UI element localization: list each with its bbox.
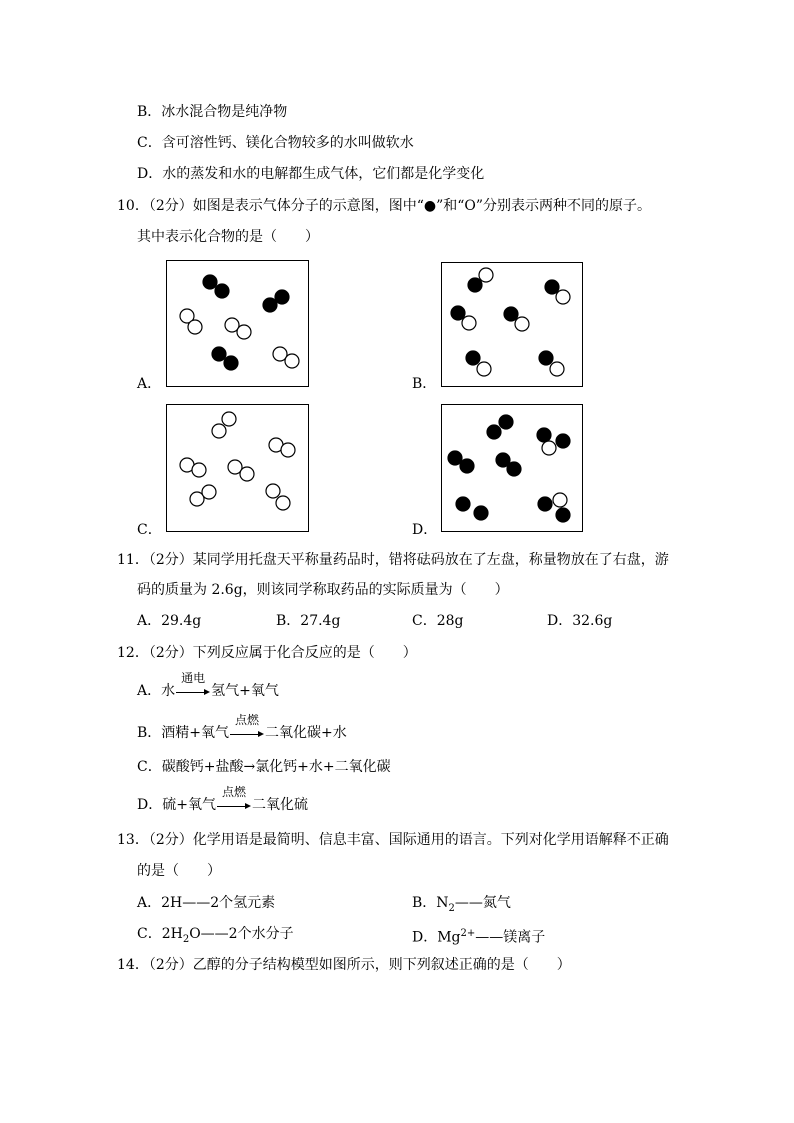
diagram-b (441, 262, 583, 387)
q12-d-products: 二氧化硫 (251, 797, 308, 813)
q12-b-condition: 点燃 (235, 713, 260, 727)
q10-stem-line1: 10．（2分）如图是表示气体分子的示意图，图中“●”和“O”分别表示两种不同的原子。 (117, 198, 652, 214)
diagram-c-molecules (167, 405, 310, 533)
reaction-arrow (176, 671, 210, 698)
q13-option-c: C．$2H_2O——2$个水分子 (137, 926, 294, 945)
q12-a-reactants: A．水 (137, 683, 176, 699)
q9-option-b: B．冰水混合物是纯净物 (137, 104, 288, 120)
q13-option-b: B．$N_2——$氮气 (412, 895, 511, 914)
q12-stem: 12．（2分）下列反应属于化合反应的是（ ） (117, 645, 417, 661)
q12-b-reactants: B．酒精+氧气 (137, 725, 230, 741)
reaction-arrow (217, 785, 251, 812)
q12-d-reactants: D．硫+氧气 (137, 797, 216, 813)
q12-a-condition: 通电 (181, 671, 206, 685)
diagram-d-molecules (442, 405, 584, 533)
q10-label-a: A． (137, 376, 162, 392)
q12-option-c (137, 757, 391, 777)
diagram-b-molecules (442, 263, 584, 388)
diagram-a (166, 260, 309, 387)
q14-stem: 14．（2分）乙醇的分子结构模型如图所示，则下列叙述正确的是（ ） (117, 957, 571, 973)
q11-option-b: B．27.4g (276, 613, 341, 629)
q12-c-products: 氯化钙+水+二氧化碳 (255, 759, 391, 775)
q13-option-d: D．$Mg^{2+}——$镁离子 (412, 928, 546, 946)
q10-label-c: C． (137, 522, 162, 538)
q12-option-d (137, 785, 308, 815)
q12-c-arrow: → (243, 759, 256, 775)
diagram-d (441, 404, 583, 532)
q10-label-d: D． (412, 522, 438, 538)
q12-b-products: 二氧化碳+水 (265, 725, 347, 741)
reaction-arrow (230, 713, 264, 740)
q11-option-a: A．29.4g (137, 613, 202, 629)
q13-stem-line1: 13．（2分）化学用语是最简明、信息丰富、国际通用的语言。下列对化学用语解释不正确 (117, 832, 669, 848)
q12-a-products: 氢气+氧气 (211, 683, 279, 699)
q11-stem-line1: 11．（2分）某同学用托盘天平称量药品时，错将砝码放在了左盘，称量物放在了右盘，游 (117, 552, 669, 568)
q12-c-reactants: C．碳酸钙+盐酸 (137, 759, 244, 775)
q10-label-b: B． (412, 376, 437, 392)
q12-option-a (137, 671, 279, 701)
q11-option-c: C．28g (412, 613, 464, 629)
q11-option-d: D．32.6g (547, 613, 613, 629)
q10-stem-line2: 其中表示化合物的是（ ） (137, 229, 319, 245)
q9-option-c: C．含可溶性钙、镁化合物较多的水叫做软水 (137, 135, 414, 151)
q13-option-a: A．2H——2个氢元素 (137, 895, 276, 911)
diagram-c (166, 404, 309, 532)
q9-option-d: D．水的蒸发和水的电解都生成气体，它们都是化学变化 (137, 166, 485, 182)
diagram-a-molecules (167, 261, 310, 388)
q12-d-condition: 点燃 (221, 785, 246, 799)
q12-option-b (137, 713, 347, 743)
q13-stem-line2: 的是（ ） (137, 863, 221, 879)
q11-stem-line2: 码的质量为 2.6g，则该同学称取药品的实际质量为（ ） (137, 582, 509, 598)
